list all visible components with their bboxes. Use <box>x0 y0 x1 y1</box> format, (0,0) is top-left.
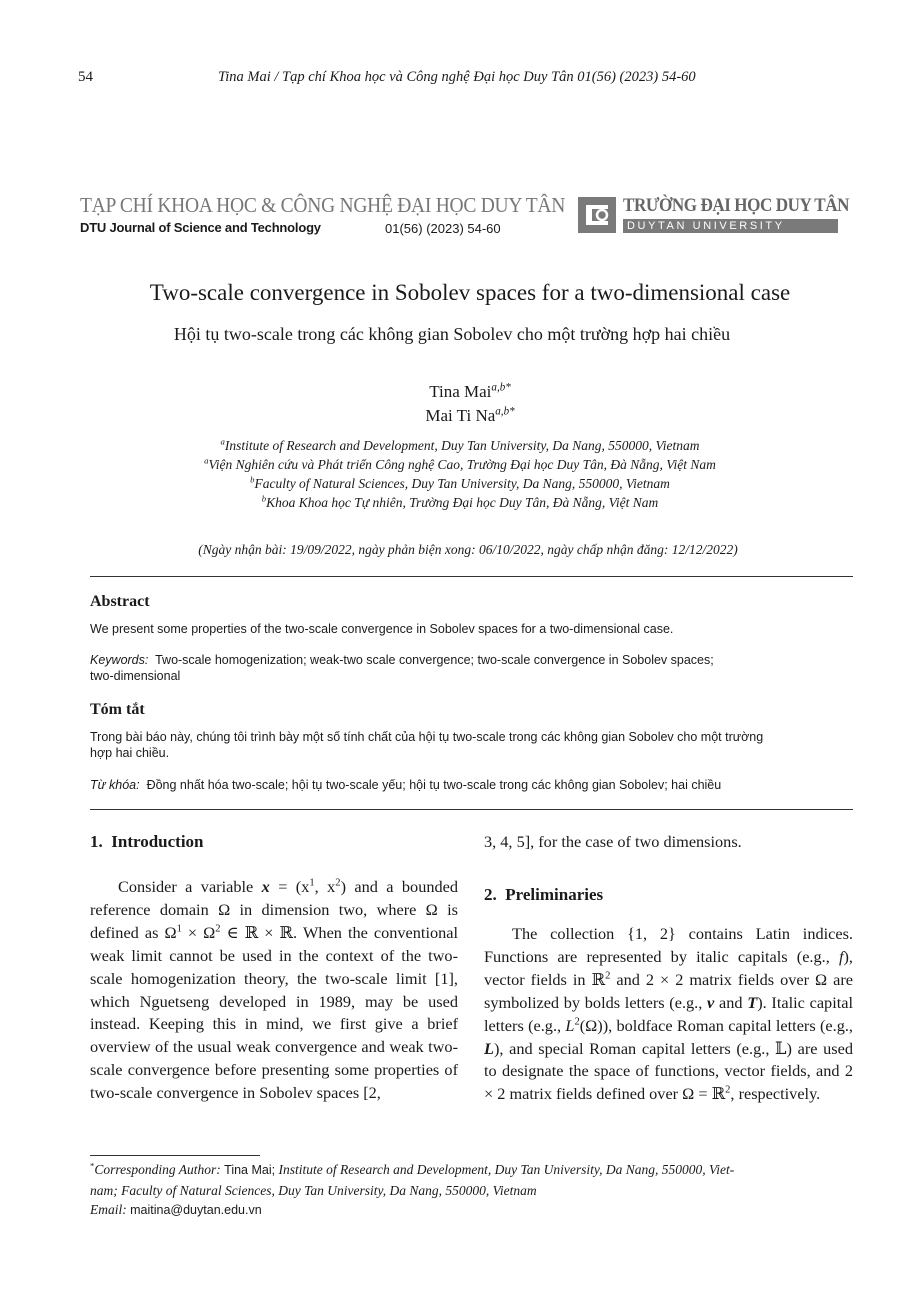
abstract-text: We present some properties of the two-scale convergence in Sobolev spaces for a two-dimensional case. <box>90 622 674 636</box>
university-name-en: DUYTAN UNIVERSITY <box>627 220 785 232</box>
intro-paragraph <box>90 876 458 1105</box>
prelim-s2: ), vector fields in ℝ <box>484 946 853 989</box>
footnote-aff-1: Institute of Research and Development, Duy Tan University, Da Nang, 550000, Viet- <box>278 1162 735 1177</box>
paper-title-vi: Hội tụ two-scale trong các không gian Sobolev cho một trường hợp hai chiều <box>173 324 731 344</box>
prelim-L2: L <box>565 1015 575 1035</box>
omega-sup2: 2 <box>215 923 221 935</box>
section-2-title: Preliminaries <box>505 885 604 904</box>
prelim-Lb: L <box>484 1038 494 1058</box>
paper-title: Two-scale convergence in Sobolev spaces for a two-dimensional case <box>149 280 791 305</box>
section-2-number: 2. <box>484 885 497 904</box>
prelim-f: f <box>838 946 844 966</box>
affiliation-4-mark: b <box>261 493 267 504</box>
tom-tat-heading: Tóm tắt <box>90 701 145 718</box>
eq-x-open: = (x <box>278 877 310 896</box>
affiliation-1 <box>0 438 920 454</box>
intro-text-c: × Ω <box>181 922 216 942</box>
affiliation-3-mark: b <box>250 474 255 485</box>
keywords-line-2: two-dimensional <box>90 669 181 683</box>
intro-continuation: 3, 4, 5], for the case of two dimensions. <box>484 832 742 851</box>
prelim-sup-c: 2 <box>725 1084 731 1096</box>
affiliation-2 <box>0 457 920 473</box>
eq-x-sup1: 1 <box>309 877 315 889</box>
keywords-line-1: Two-scale homogenization; weak-two scale convergence; two-scale convergence in Sobolev spaces; <box>155 653 714 667</box>
keywords-label: Keywords: <box>90 653 149 667</box>
journal-issue: 01(56) (2023) 54-60 <box>385 221 501 236</box>
divider-bottom <box>90 809 853 810</box>
affiliation-4-text: Khoa Khoa học Tự nhiên, Trường Đại học Duy Tân, Đà Nẵng, Việt Nam <box>266 495 659 510</box>
eq-x-sup2: 2 <box>335 877 341 889</box>
tom-tat-line-2: hợp hai chiều. <box>90 746 170 760</box>
affiliation-3 <box>0 476 920 492</box>
intro-text-a: Consider a variable <box>118 877 254 896</box>
divider-top <box>90 576 853 577</box>
preliminaries-paragraph <box>484 923 853 1106</box>
tu-khoa-text: Đồng nhất hóa two-scale; hội tụ two-scale yếu; hội tụ two-scale trong các không gian Sobolev; hai chiều <box>146 778 722 792</box>
prelim-s3: and 2 × 2 matrix fields over Ω are symbolized by bolds letters (e.g., <box>484 969 853 1012</box>
prelim-sup-b: 2 <box>574 1016 580 1028</box>
section-1-heading <box>90 832 204 852</box>
prelim-s5: (Ω)), boldface Roman capital letters (e.g., <box>579 1015 853 1035</box>
affiliation-3-text: Faculty of Natural Sciences, Duy Tan University, Da Nang, 550000, Vietnam <box>254 476 670 491</box>
keywords <box>90 653 860 667</box>
footnote-email-line <box>90 1200 853 1221</box>
affiliation-2-text: Viện Nghiên cứu và Phát triển Công nghệ Cao, Trường Đại học Duy Tân, Đà Nẵng, Việt Nam <box>208 457 716 472</box>
prelim-s7: , respectively. <box>730 1084 821 1104</box>
author-1-marks: a,b* <box>491 381 511 394</box>
intro-text-b: and a bounded reference domain Ω in dimension two, where Ω is defined as Ω <box>90 877 458 942</box>
prelim-s6: ), and special Roman capital letters (e.g., 𝕃) are used to designate the space of functions, vector fields, and 2 × 2 matrix fields defined over Ω = ℝ <box>484 1038 853 1104</box>
eq-x-comma: , x <box>314 877 336 896</box>
tu-khoa-label: Từ khóa: <box>90 778 140 792</box>
prelim-s4: ). Italic capital letters (e.g., <box>484 992 853 1035</box>
omega-sup1: 1 <box>176 923 182 935</box>
footnote-star: * <box>90 1160 95 1171</box>
section-1-number: 1. <box>90 832 103 851</box>
prelim-v: v <box>707 992 715 1012</box>
var-x: x <box>261 877 270 896</box>
footnote-aff-2: nam; Faculty of Natural Sciences, Duy Tan University, Da Nang, 550000, Vietnam <box>90 1182 537 1198</box>
author-1-name: Tina Mai <box>429 382 492 401</box>
section-1-title: Introduction <box>111 832 204 851</box>
prelim-sup-a: 2 <box>605 970 611 982</box>
footnote <box>90 1160 853 1221</box>
footnote-email[interactable]: maitina@duytan.edu.vn <box>130 1203 262 1217</box>
prelim-s1: The collection {1, 2} contains Latin indices. Functions are represented by italic capitals (e.g., <box>484 924 853 966</box>
affiliation-4 <box>0 495 920 511</box>
journal-title-vi: TẠP CHÍ KHOA HỌC & CÔNG NGHỆ ĐẠI HỌC DUY TÂN <box>80 193 566 217</box>
section-2-heading <box>484 885 603 905</box>
prelim-T: T <box>747 992 758 1012</box>
affiliation-1-mark: a <box>220 436 225 447</box>
received-dates: (Ngày nhận bài: 19/09/2022, ngày phản biện xong: 06/10/2022, ngày chấp nhận đăng: 12/12/2022) <box>198 542 738 557</box>
tu-khoa <box>90 778 721 792</box>
footnote-email-label: Email: <box>90 1202 127 1217</box>
footnote-line-1 <box>90 1160 853 1181</box>
university-name-en-bar <box>623 219 838 233</box>
abstract-heading: Abstract <box>90 593 150 610</box>
footnote-label: Corresponding Author: <box>94 1162 221 1177</box>
logo-emblem-icon <box>578 197 616 233</box>
footnote-rule <box>90 1155 260 1156</box>
university-logo <box>578 197 616 233</box>
affiliation-2-mark: a <box>204 455 209 466</box>
page-number: 54 <box>78 69 93 85</box>
university-name-vi: TRƯỜNG ĐẠI HỌC DUY TÂN <box>623 195 850 216</box>
tom-tat-line-1: Trong bài báo này, chúng tôi trình bày một số tính chất của hội tụ two-scale trong các không gian Sobolev cho một trường <box>90 730 764 744</box>
author-2-name: Mai Ti Na <box>425 406 496 425</box>
author-2 <box>0 406 920 426</box>
intro-text-d: ∈ ℝ × ℝ. When the conventional weak limit cannot be used in the context of the two-scale homogenization theory, the two-scale limit [1], which Nguetseng developed in 1989, may be used instead. Keeping this in mind, we first give a brief overview of the usual weak convergence and weak two-scale convergence before presenting some properties of two-scale convergence in Sobolev spaces [2, <box>90 922 458 1103</box>
eq-x-close: ) <box>340 877 346 896</box>
running-citation: Tina Mai / Tạp chí Khoa học và Công nghệ Đại học Duy Tân 01(56) (2023) 54-60 <box>218 69 696 85</box>
author-1 <box>0 382 920 402</box>
affiliation-1-text: Institute of Research and Development, Duy Tan University, Da Nang, 550000, Vietnam <box>224 438 700 453</box>
journal-title-en: DTU Journal of Science and Technology <box>80 220 321 235</box>
footnote-name: Tina Mai; <box>224 1163 276 1177</box>
prelim-and: and <box>719 992 743 1012</box>
author-2-marks: a,b* <box>495 405 515 418</box>
